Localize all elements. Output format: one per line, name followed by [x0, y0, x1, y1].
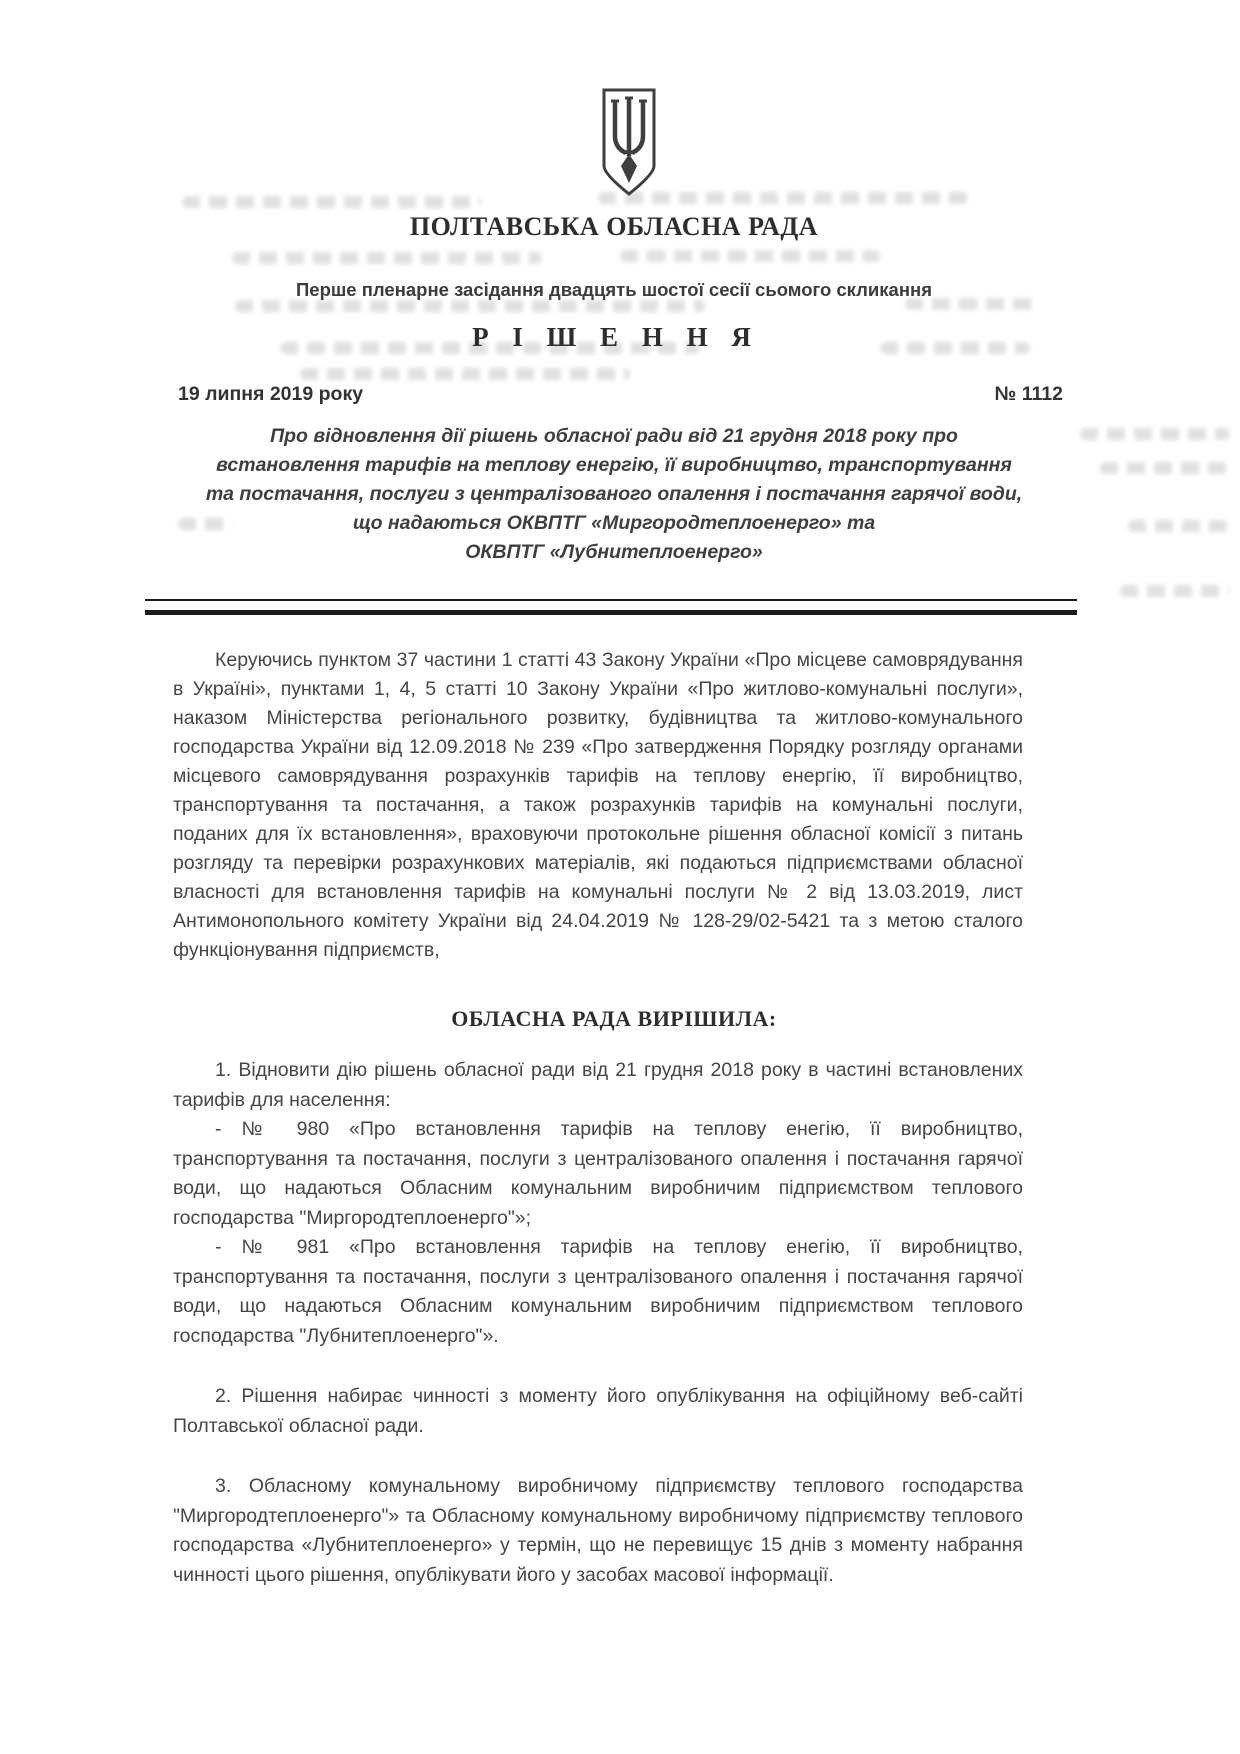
bleedthrough-artifact	[1100, 462, 1230, 474]
bleedthrough-artifact	[1120, 585, 1230, 597]
bleedthrough-artifact	[232, 252, 542, 264]
resolution-item-981: - № 981 «Про встановлення тарифів на теплову енегію, її виробництво, транспортування та постачання, послуги з централізованого опалення і постачання гарячої води, що надаються Обласним комунальним виробничим підприємством теплового господарства "Лубнитеплоенерго"».	[173, 1236, 1023, 1347]
session-line: Перше пленарне засідання двадцять шостої сесії сьомого скликання	[296, 279, 932, 300]
document-type-title: Р І Ш Е Н Н Я	[472, 322, 756, 352]
bleedthrough-artifact	[235, 300, 705, 312]
bleedthrough-artifact	[300, 368, 630, 380]
double-horizontal-rule	[145, 599, 1077, 615]
resolution-item-980: - № 980 «Про встановлення тарифів на теплову енегію, її виробництво, транспортування та постачання, послуги з централізованого опалення і постачання гарячої води, що надаються Обласним комунальним виробничим підприємством теплового господарства "Миргородтеплоенерго"»;	[173, 1118, 1023, 1229]
resolution-body	[173, 1056, 1023, 1590]
resolution-item-3: 3. Обласному комунальному виробничому підприємству теплового господарства "Миргородтеплоенерго"» та Обласному комунальному виробничому підприємству теплового господарства «Лубнитеплоенерго» у термін, що не перевищує 15 днів з моменту набрання чинності цього рішення, опублікувати його у засобах масової інформації.	[173, 1475, 1023, 1586]
date-number-row	[178, 383, 1063, 406]
bleedthrough-artifact	[1080, 428, 1230, 440]
preamble-paragraph: Керуючись пунктом 37 частини 1 статті 43 Закону України «Про місцеве самоврядування в Україні», пунктами 1, 4, 5 статті 10 Закону України «Про житлово-комунальні послуги», наказом Міністерства регіонального розвитку, будівництва та житлово-комунального господарства України від 12.09.2018 № 239 «Про затвердження Порядку розгляду органами місцевого самоврядування розрахунків тарифів на теплову енергію, її виробництво, транспортування та постачання, а також розрахунків тарифів на комунальні послуги, поданих для їх встановлення», враховуючи протокольне рішення обласної комісії з питань розгляду та перевірки розрахункових матеріалів, які подаються підприємствами обласної власності для встановлення тарифів на комунальні послуги № 2 від 13.03.2019, лист Антимонопольного комітету України від 24.04.2019 № 128-29/02-5421 та з метою сталого функціонування підприємств,	[173, 649, 1023, 961]
bleedthrough-artifact	[620, 250, 880, 262]
decision-date: 19 липня 2019 року	[178, 383, 364, 405]
subject-line: встановлення тарифів на теплову енергію, її виробництво, транспортування	[216, 454, 1012, 476]
organization-name: ПОЛТАВСЬКА ОБЛАСНА РАДА	[409, 212, 819, 241]
subject-line: що надаються ОКВПТГ «Миргородтеплоенерго» та	[352, 512, 876, 534]
subject-line: ОКВПТГ «Лубнитеплоенерго»	[465, 541, 763, 563]
decision-number: № 1112	[994, 383, 1063, 405]
subject-line: та постачання, послуги з централізованого опалення і постачання гарячої води,	[205, 483, 1023, 505]
bleedthrough-artifact	[182, 196, 482, 208]
subject-line: Про відновлення дії рішень обласної ради від 21 грудня 2018 року про	[270, 425, 958, 447]
bleedthrough-artifact	[1128, 520, 1228, 532]
resolution-item-2: 2. Рішення набирає чинності з моменту його опублікування на офіційному веб-сайті Полтавської обласної ради.	[173, 1385, 1023, 1437]
resolution-item-1-intro: 1. Відновити дію рішень обласної ради від 21 грудня 2018 року в частині встановлених тарифів для населення:	[173, 1059, 1023, 1111]
decision-subject	[150, 422, 1078, 567]
tryzub-emblem-icon	[594, 86, 664, 198]
resolution-heading: ОБЛАСНА РАДА ВИРІШИЛА:	[451, 1006, 777, 1031]
